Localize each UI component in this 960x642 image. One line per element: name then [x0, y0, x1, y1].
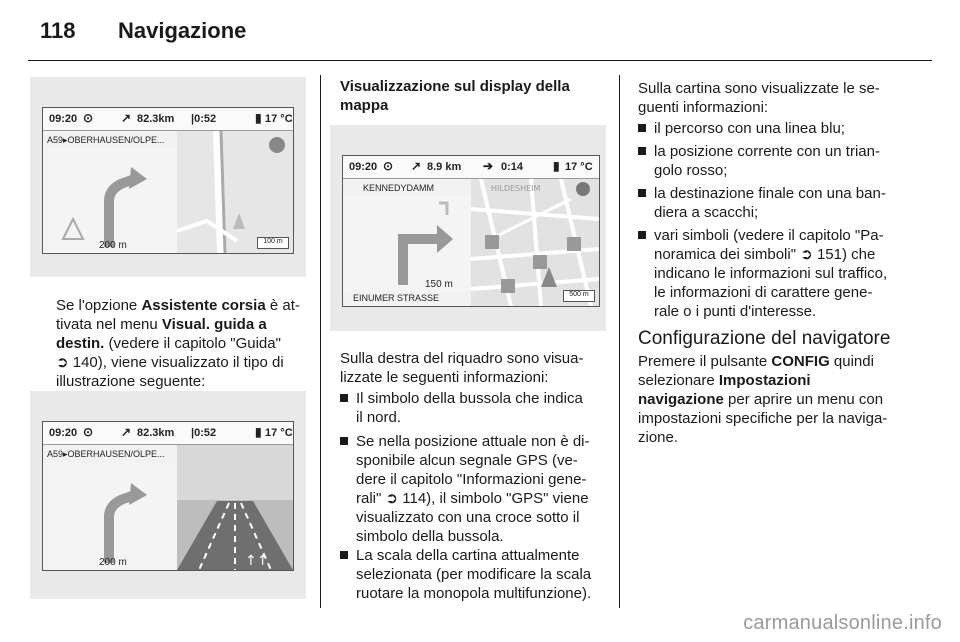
bullet-square-icon: [340, 551, 348, 559]
map-scale: 500 m: [563, 290, 595, 302]
map-pane: [471, 179, 599, 306]
bullet-square-icon: [340, 437, 348, 445]
map-scale: 100 m: [257, 237, 289, 249]
page-ref-symbol: ➲: [385, 490, 399, 507]
page-number: 118: [40, 18, 76, 43]
city-map-graphic: [471, 179, 599, 306]
destination-arrow-icon: ➔: [483, 159, 494, 173]
map-pane: [177, 131, 293, 253]
bullet-square-icon: [638, 231, 646, 239]
status-bar: [43, 422, 293, 445]
bullet-square-icon: [638, 124, 646, 132]
maneuver-pane: [343, 179, 471, 306]
screenshot-panel-1: [30, 77, 306, 277]
column-divider-1: [320, 75, 321, 608]
lane-guidance-graphic: [177, 445, 293, 570]
map-info-intro: Sulla cartina sono visualizzate le se- guenti informazioni:: [638, 80, 880, 116]
thermometer-icon: ▮: [255, 111, 262, 125]
temperature: 17 °C: [265, 113, 293, 125]
assist-lane-paragraph: Se l'opzione Assistente corsia è at- tivata nel menu Visual. guida a destin. (vedere il capitolo "Guida" ➲ 140), viene visualizzato il tipo di illustrazione seguente:: [56, 297, 300, 390]
clock-time: 09:20: [49, 427, 78, 439]
turn-distance: 200 m: [99, 240, 127, 251]
maneuver-pane: [43, 131, 177, 253]
clock-time: 09:20: [49, 113, 78, 125]
bullet-square-icon: [638, 189, 646, 197]
distance-remaining: 82.3km: [137, 113, 175, 125]
turn-distance: 200 m: [99, 557, 127, 568]
svg-text:↑↑: ↑↑: [245, 553, 269, 569]
bullet-square-icon: [638, 147, 646, 155]
road-name: A59▸OBERHAUSEN/OLPE...: [47, 135, 165, 145]
temperature: 17 °C: [565, 161, 593, 173]
lane-view-pane: [177, 445, 293, 570]
bullet-square-icon: [340, 394, 348, 402]
clock-icon: ⊙: [83, 111, 94, 125]
status-bar: [343, 156, 599, 179]
section-heading-map-display: Visualizzazione sul display della mappa: [340, 78, 570, 114]
eta-time: 0:14: [501, 161, 524, 173]
maneuver-pane: [43, 445, 177, 570]
clock-time: 09:20: [349, 161, 378, 173]
turn-distance: 150 m: [425, 279, 453, 290]
temperature: 17 °C: [265, 427, 293, 439]
turn-arrow-icon: [43, 463, 177, 570]
status-bar: [43, 108, 293, 131]
thermometer-icon: ▮: [553, 159, 560, 173]
screenshot-panel-3: [330, 125, 606, 331]
page-title: Navigazione: [118, 18, 247, 43]
distance-remaining: 82.3km: [137, 427, 175, 439]
config-paragraph: Premere il pulsante CONFIG quindi selezionare Impostazioni navigazione per aprire un menu con impostazioni specifiche per la naviga- zione.: [638, 353, 888, 446]
section-heading-navigator-config: Configurazione del navigatore: [638, 328, 891, 349]
nav-screen-3: [342, 155, 600, 307]
turn-arrow-icon: [343, 195, 471, 291]
nav-screen-1: [42, 107, 294, 254]
turn-arrow-icon: [43, 149, 177, 253]
clock-icon: ⊙: [83, 425, 94, 439]
distance-remaining: 8.9 km: [427, 161, 462, 173]
eta-time: |0:52: [191, 427, 217, 439]
page-ref-symbol: ➲: [56, 354, 69, 371]
route-icon: ↗: [121, 111, 132, 125]
map-city-label: HILDESHEIM: [491, 184, 541, 193]
nav-screen-2: [42, 421, 294, 571]
header-rule: [28, 60, 932, 61]
watermark: carmanualsonline.info: [743, 612, 942, 634]
road-name: A59▸OBERHAUSEN/OLPE...: [47, 449, 165, 459]
page-ref-symbol: ➲: [800, 246, 813, 263]
thermometer-icon: ▮: [255, 425, 262, 439]
route-icon: ↗: [121, 425, 132, 439]
clock-icon: ⊙: [383, 159, 394, 173]
top-street-name: KENNEDYDAMM: [363, 183, 435, 193]
screenshot-panel-2: [30, 391, 306, 599]
map-display-intro: Sulla destra del riquadro sono visua- lizzate le seguenti informazioni:: [340, 350, 584, 386]
route-icon: ↗: [411, 159, 422, 173]
eta-time: |0:52: [191, 113, 217, 125]
bottom-street-name: EINUMER STRASSE: [353, 293, 440, 303]
column-divider-2: [619, 75, 620, 608]
